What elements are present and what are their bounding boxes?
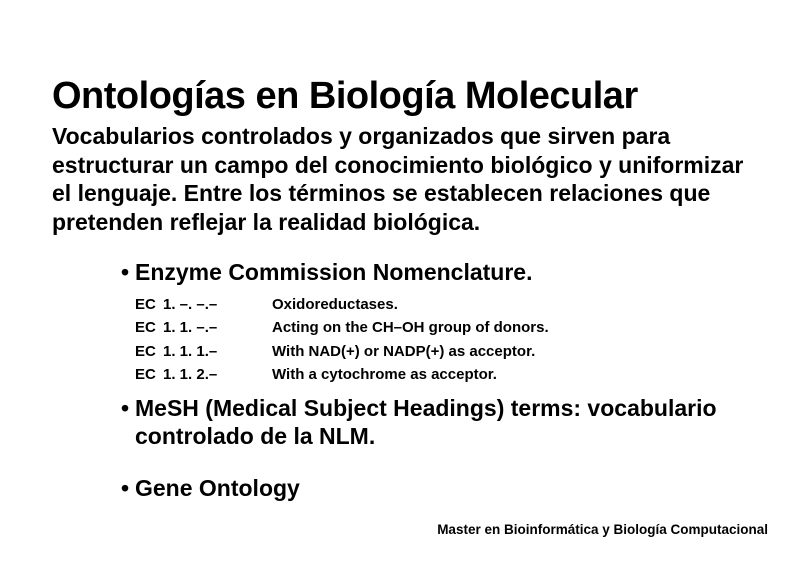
ec-prefix: EC — [135, 342, 156, 360]
intro-line: Vocabularios controlados y organizados que sirven para — [52, 123, 671, 149]
ec-code: 1. 1. 1.– — [163, 342, 218, 360]
ec-prefix: EC — [135, 296, 156, 313]
bullet-icon: • — [121, 475, 130, 501]
bullet-item-mesh — [121, 395, 717, 450]
table-row — [135, 293, 549, 316]
bullet-item-enzyme-commission — [121, 259, 533, 286]
table-row — [135, 316, 549, 339]
bullet-text: Enzyme Commission Nomenclature. — [135, 259, 533, 285]
ec-description: Acting on the CH–OH group of donors. — [272, 319, 549, 337]
footer-course-name: Master en Bioinformática y Biología Computacional — [437, 522, 768, 537]
bullet-text: MeSH (Medical Subject Headings) terms: vocabulario controlado de la NLM. — [135, 395, 717, 449]
ec-classification-table — [135, 293, 549, 386]
bullet-text: Gene Ontology — [135, 475, 300, 501]
ec-prefix: EC — [135, 365, 156, 383]
ec-description: With NAD(+) or NADP(+) as acceptor. — [272, 342, 536, 360]
bullet-icon: • — [121, 395, 130, 421]
intro-line: el lenguaje. Entre los términos se establecen relaciones que — [52, 180, 711, 206]
intro-line: estructurar un campo del conocimiento biológico y uniformizar — [52, 151, 744, 178]
bullet-icon: • — [121, 259, 130, 285]
ec-code: 1. –. –.– — [163, 296, 218, 313]
table-row — [135, 363, 549, 386]
ec-description: With a cytochrome as acceptor. — [272, 365, 497, 383]
ec-prefix: EC — [135, 319, 156, 337]
slide-title: Ontologías en Biología Molecular — [52, 75, 638, 118]
intro-line: pretenden reflejar la realidad biológica. — [52, 208, 481, 235]
bullet-item-gene-ontology — [121, 475, 300, 502]
intro-paragraph — [52, 122, 743, 236]
ec-description: Oxidoreductases. — [272, 296, 398, 313]
ec-code: 1. 1. 2.– — [163, 365, 218, 383]
table-row — [135, 340, 549, 363]
ec-code: 1. 1. –.– — [163, 319, 218, 337]
